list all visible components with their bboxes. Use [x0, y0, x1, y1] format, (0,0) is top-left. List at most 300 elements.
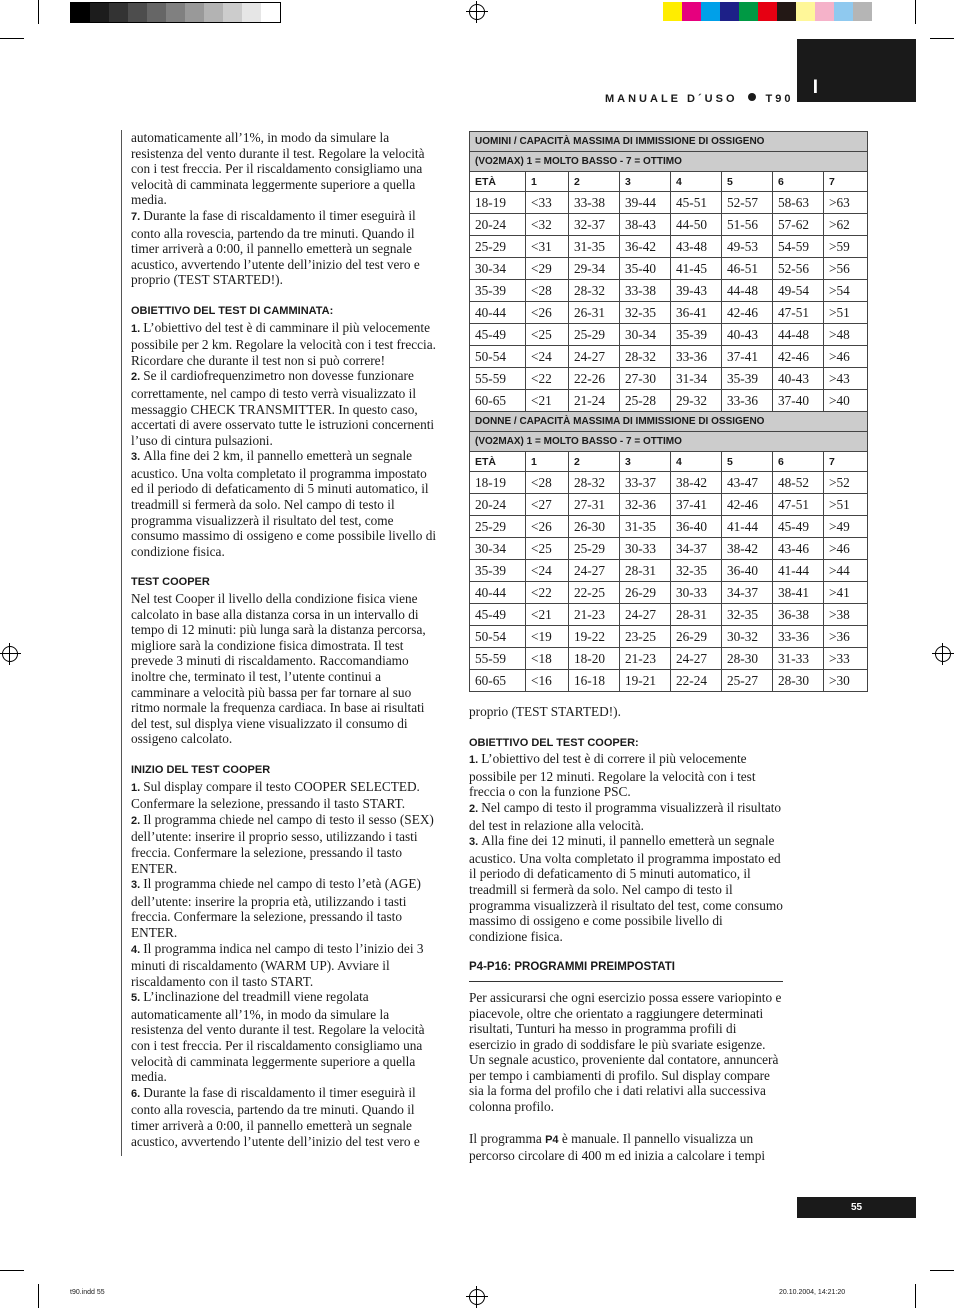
table-cell: 50-54 [470, 346, 526, 368]
numbered-item [469, 751, 783, 800]
table-cell: 41-45 [671, 258, 722, 280]
color-swatch [720, 2, 739, 21]
column-header: 7 [824, 452, 868, 472]
table-cell: >56 [824, 258, 868, 280]
table-cell: 54-59 [773, 236, 824, 258]
table-cell: 42-46 [722, 302, 773, 324]
color-swatch [739, 2, 758, 21]
table-cell: 22-24 [671, 670, 722, 692]
table-row [470, 236, 868, 258]
table-cell: 33-38 [569, 192, 620, 214]
table-cell: 47-51 [773, 494, 824, 516]
color-swatch [204, 3, 223, 22]
column-header: 5 [722, 452, 773, 472]
crop-mark [0, 38, 24, 39]
column-header: 7 [824, 172, 868, 192]
table-cell: 40-43 [773, 368, 824, 390]
table-cell: 37-41 [671, 494, 722, 516]
numbered-item [131, 779, 439, 812]
subheading: TEST COOPER [131, 576, 210, 589]
table-cell: 46-51 [722, 258, 773, 280]
table-cell: 50-54 [470, 626, 526, 648]
item-number: 3. [131, 879, 144, 892]
item-text: Sul display compare il testo COOPER SELECTED. Confermare la selezione, pressando il tasto START. [131, 778, 420, 812]
table-cell: <19 [526, 626, 569, 648]
table-title-row [470, 412, 868, 432]
item-text: Alla fine dei 2 km, il pannello emetterà un segnale acustico. Una volta completato il programma impostato ed il periodo di defaticamento di 5 minuti automatico, il treadmill si fermerà da solo. Nel campo di testo il programma visualizzerà il risultato del test, come consumo massimo di ossigeno e come possibile livello di condizione fisica. [131, 448, 437, 559]
table-cell: 16-18 [569, 670, 620, 692]
table-cell: >54 [824, 280, 868, 302]
table-cell: 23-25 [620, 626, 671, 648]
table-cell: >51 [824, 302, 868, 324]
table-cell: 25-27 [722, 670, 773, 692]
table-row [470, 192, 868, 214]
table-cell: 28-30 [773, 670, 824, 692]
table-title-row [470, 432, 868, 452]
table-cell: 35-39 [671, 324, 722, 346]
table-cell: 43-46 [773, 538, 824, 560]
table-cell: 35-39 [470, 560, 526, 582]
table-cell: 44-48 [722, 280, 773, 302]
table-cell: <24 [526, 346, 569, 368]
table-cell: 36-40 [722, 560, 773, 582]
crop-mark [930, 1270, 954, 1271]
color-swatch [834, 2, 853, 21]
item-number: 7. [131, 210, 144, 223]
crop-mark [915, 1284, 916, 1308]
table-cell: 35-40 [620, 258, 671, 280]
numbered-item [469, 833, 783, 944]
numbered-item [131, 876, 439, 940]
item-number: 4. [131, 943, 144, 956]
table-cell: <18 [526, 648, 569, 670]
color-swatch [777, 2, 796, 21]
table-cell: 18-20 [569, 648, 620, 670]
table-cell: 19-22 [569, 626, 620, 648]
table-cell: 38-42 [722, 538, 773, 560]
table-cell: >49 [824, 516, 868, 538]
table-row [470, 346, 868, 368]
table-cell: >41 [824, 582, 868, 604]
table-cell: 24-27 [671, 648, 722, 670]
crop-mark [0, 1270, 24, 1271]
table-row [470, 670, 868, 692]
table-cell: 40-43 [722, 324, 773, 346]
item-text: Durante la fase di riscaldamento il timer eseguirà il conto alla rovescia, partendo da tre minuti. Quando il timer arriverà a 0:00, il pannello emetterà un segnale acustico, avvertendo l’utente dell’inizio del test vero e proprio (TEST STARTED!). [131, 207, 420, 288]
process-color-bar [663, 2, 872, 21]
color-swatch [242, 3, 261, 22]
table-cell: 26-30 [569, 516, 620, 538]
table-cell: <21 [526, 604, 569, 626]
table-cell: 37-41 [722, 346, 773, 368]
item-number: 2. [469, 802, 482, 815]
table-row [470, 258, 868, 280]
program-code: P4 [545, 1133, 559, 1146]
left-text-column [131, 130, 439, 1149]
numbered-item [131, 989, 439, 1085]
table-cell: 18-19 [470, 472, 526, 494]
column-header: 4 [671, 452, 722, 472]
table-cell: 28-30 [722, 648, 773, 670]
table-cell: 25-29 [470, 516, 526, 538]
table-cell: 41-44 [722, 516, 773, 538]
column-header: 1 [526, 172, 569, 192]
table-cell: 37-40 [773, 390, 824, 412]
table-cell: 31-35 [569, 236, 620, 258]
table-cell: 40-44 [470, 582, 526, 604]
table-row [470, 648, 868, 670]
table-cell: 26-31 [569, 302, 620, 324]
table-row [470, 472, 868, 494]
table-row [470, 582, 868, 604]
numbered-item [469, 800, 783, 833]
table-cell: 28-32 [569, 280, 620, 302]
table-cell: 18-19 [470, 192, 526, 214]
item-number: 6. [131, 1087, 144, 1100]
table-cell: 30-34 [470, 258, 526, 280]
table-cell: 32-35 [722, 604, 773, 626]
paragraph: Nel test Cooper il livello della condizione fisica viene calcolato in base alla distanza corsa in un intervallo di tempo di 12 minuti: più lunga sarà la distanza percorsa, migliore sarà la condizione fisica dimostrata. Il test prevede 3 minuti di riscaldamento. Raccomandiamo inoltre che, terminato il test, l’utente continui a camminare a velocità più bassa per far tornare al suo ritmo normale la frequenza cardiaca. In base ai risultati del test, sul displya viene visualizzato il consumo di ossigeno calcolato. [131, 591, 426, 747]
table-cell: 19-21 [620, 670, 671, 692]
table-title: UOMINI / CAPACITÀ MASSIMA DI IMMISSIONE DI OSSIGENO [470, 132, 868, 152]
table-title-row [470, 132, 868, 152]
paragraph: Il programma P4 è manuale. Il pannello visualizza un percorso circolare di 400 m ed inizia a calcolare i tempi [469, 1130, 766, 1164]
registration-mark-icon [2, 646, 18, 662]
registration-mark-icon [935, 646, 951, 662]
table-row [470, 560, 868, 582]
table-cell: >52 [824, 472, 868, 494]
table-cell: 36-40 [671, 516, 722, 538]
crop-mark [930, 38, 954, 39]
color-swatch [682, 2, 701, 21]
table-cell: 55-59 [470, 368, 526, 390]
color-swatch [223, 3, 242, 22]
table-cell: 44-50 [671, 214, 722, 236]
table-cell: >38 [824, 604, 868, 626]
table-header-row [470, 452, 868, 472]
item-number: 2. [131, 814, 144, 827]
item-text: L’obiettivo del test è di correre il più velocemente possibile per 12 minuti. Regolare la velocità con i test freccia o con la funzione PSC. [469, 751, 756, 800]
table-cell: 40-44 [470, 302, 526, 324]
table-cell: 22-26 [569, 368, 620, 390]
item-number: 2. [131, 371, 144, 384]
table-cell: 21-23 [569, 604, 620, 626]
color-swatch [758, 2, 777, 21]
column-rule [121, 130, 122, 1156]
paragraph: Per assicurarsi che ogni esercizio possa essere variopinto e piacevole, oltre che orientato a raggiungere determinati risultati, Tunturi ha messo in programma profili di esercizio in grado di soddisfare le più svariate esigenze. Un segnale acustico, proveniente dal contatore, annuncerà per tempo i cambiamenti di profilo. Sul display compare sia la forma del profilo che i dati relativi alla successiva colonna profilo. [469, 989, 782, 1115]
table-cell: 32-36 [620, 494, 671, 516]
table-row [470, 516, 868, 538]
table-cell: <25 [526, 324, 569, 346]
item-number: 5. [131, 992, 144, 1005]
table-cell: 52-57 [722, 192, 773, 214]
table-cell: 24-27 [569, 560, 620, 582]
footer-file: t90.indd 55 [70, 1289, 105, 1296]
color-swatch [166, 3, 185, 22]
table-cell: 25-29 [470, 236, 526, 258]
table-cell: <27 [526, 494, 569, 516]
table-cell: 28-31 [671, 604, 722, 626]
table-cell: 21-23 [620, 648, 671, 670]
table-row [470, 604, 868, 626]
table-cell: 31-34 [671, 368, 722, 390]
table-cell: 22-25 [569, 582, 620, 604]
table-cell: 30-32 [722, 626, 773, 648]
table-cell: >40 [824, 390, 868, 412]
table-cell: 42-46 [773, 346, 824, 368]
table-cell: 35-39 [470, 280, 526, 302]
item-number: 3. [469, 836, 482, 849]
table-cell: >48 [824, 324, 868, 346]
registration-mark-icon [469, 1289, 485, 1305]
manual-label: MANUALE D´USO [605, 93, 738, 105]
table-cell: <22 [526, 368, 569, 390]
table-cell: <22 [526, 582, 569, 604]
table-cell: 34-37 [671, 538, 722, 560]
table-cell: >33 [824, 648, 868, 670]
table-cell: >30 [824, 670, 868, 692]
table-cell: >59 [824, 236, 868, 258]
table-cell: 41-44 [773, 560, 824, 582]
table-cell: <25 [526, 538, 569, 560]
column-header: 4 [671, 172, 722, 192]
table-cell: 30-33 [671, 582, 722, 604]
table-cell: >43 [824, 368, 868, 390]
table-row [470, 626, 868, 648]
table-cell: <21 [526, 390, 569, 412]
grayscale-color-bar [70, 2, 281, 23]
table-cell: <28 [526, 472, 569, 494]
subheading: OBIETTIVO DEL TEST DI CAMMINATA: [131, 304, 334, 317]
table-row [470, 368, 868, 390]
table-cell: 25-29 [569, 538, 620, 560]
table-cell: 30-33 [620, 538, 671, 560]
table-cell: 28-32 [620, 346, 671, 368]
table-cell: 33-36 [773, 626, 824, 648]
table-cell: <32 [526, 214, 569, 236]
table-cell: <24 [526, 560, 569, 582]
numbered-item [131, 208, 439, 288]
item-number: 1. [131, 781, 144, 794]
table-cell: 45-49 [470, 604, 526, 626]
item-text: Nel campo di testo il programma visualizzerà il risultato del test in relazione alla velocità. [469, 799, 782, 833]
right-text-column [469, 704, 783, 1164]
table-header-row [470, 172, 868, 192]
table-cell: <29 [526, 258, 569, 280]
color-swatch [109, 3, 128, 22]
running-header [605, 93, 793, 105]
table-cell: 39-44 [620, 192, 671, 214]
table-cell: 36-41 [671, 302, 722, 324]
table-title: DONNE / CAPACITÀ MASSIMA DI IMMISSIONE DI OSSIGENO [470, 412, 868, 432]
color-swatch [90, 3, 109, 22]
item-text: L’inclinazione del treadmill viene regolata automaticamente all’1%, in modo da simulare la resistenza del vento durante il test. Regolare la velocità con i test freccia. Per il riscaldamento consigliamo una velocità di camminata leggermente superiore a quella media. [131, 989, 425, 1085]
table-cell: >36 [824, 626, 868, 648]
color-swatch [796, 2, 815, 21]
table-cell: >46 [824, 538, 868, 560]
column-header: 6 [773, 452, 824, 472]
color-swatch [815, 2, 834, 21]
color-swatch [147, 3, 166, 22]
table-cell: 25-29 [569, 324, 620, 346]
column-header: 3 [620, 172, 671, 192]
table-cell: 60-65 [470, 390, 526, 412]
table-cell: 29-32 [671, 390, 722, 412]
table-cell: 34-37 [722, 582, 773, 604]
table-cell: 35-39 [722, 368, 773, 390]
column-header: 2 [569, 452, 620, 472]
table-cell: 29-34 [569, 258, 620, 280]
table-cell: 28-31 [620, 560, 671, 582]
table-cell: 26-29 [671, 626, 722, 648]
table-row [470, 494, 868, 516]
table-cell: 21-24 [569, 390, 620, 412]
men-vo2max-table [469, 131, 868, 412]
model-label: T90 [765, 93, 794, 105]
table-cell: >44 [824, 560, 868, 582]
table-cell: 33-36 [671, 346, 722, 368]
table-cell: 31-35 [620, 516, 671, 538]
table-cell: <31 [526, 236, 569, 258]
table-cell: 26-29 [620, 582, 671, 604]
column-header: 3 [620, 452, 671, 472]
table-cell: 20-24 [470, 214, 526, 236]
subheading: INIZIO DEL TEST COOPER [131, 763, 271, 776]
table-cell: >46 [824, 346, 868, 368]
table-cell: 47-51 [773, 302, 824, 324]
table-cell: 32-35 [620, 302, 671, 324]
numbered-item [131, 448, 439, 559]
color-swatch [71, 3, 90, 22]
item-number: 1. [131, 322, 144, 335]
table-cell: 52-56 [773, 258, 824, 280]
table-cell: 33-37 [620, 472, 671, 494]
table-cell: 27-31 [569, 494, 620, 516]
table-cell: 31-33 [773, 648, 824, 670]
table-cell: 45-51 [671, 192, 722, 214]
table-cell: 51-56 [722, 214, 773, 236]
table-cell: 33-38 [620, 280, 671, 302]
item-number: 1. [469, 754, 482, 767]
table-cell: >63 [824, 192, 868, 214]
paragraph: proprio (TEST STARTED!). [469, 704, 621, 719]
table-cell: 38-43 [620, 214, 671, 236]
table-row [470, 390, 868, 412]
table-cell: 30-34 [470, 538, 526, 560]
table-cell: 57-62 [773, 214, 824, 236]
women-vo2max-table [469, 411, 868, 692]
color-swatch [853, 2, 872, 21]
numbered-item [131, 1085, 439, 1149]
item-text: Il programma indica nel campo di testo l’inizio dei 3 minuti di riscaldamento (WARM UP). Avviare il riscaldamento con il tasto START. [131, 940, 424, 989]
numbered-item [131, 368, 439, 448]
color-swatch [663, 2, 682, 21]
item-text: Il programma chiede nel campo di testo l’età (AGE) dell’utente: inserire la propria età, utilizzando i tasti freccia. Confermare la selezione, pressando il tasto ENTER. [131, 876, 421, 940]
table-cell: 20-24 [470, 494, 526, 516]
numbered-item [131, 812, 439, 876]
table-cell: 33-36 [722, 390, 773, 412]
table-cell: 49-54 [773, 280, 824, 302]
table-cell: 32-37 [569, 214, 620, 236]
crop-mark [915, 0, 916, 24]
table-cell: <28 [526, 280, 569, 302]
table-cell: 36-38 [773, 604, 824, 626]
numbered-item [131, 320, 439, 369]
table-row [470, 302, 868, 324]
table-cell: 58-63 [773, 192, 824, 214]
table-cell: 38-42 [671, 472, 722, 494]
footer-timestamp: 20.10.2004, 14:21:20 [779, 1289, 846, 1296]
subheading: OBIETTIVO DEL TEST COOPER: [469, 736, 639, 749]
table-title: (VO2MAX) 1 = MOLTO BASSO - 7 = OTTIMO [470, 432, 868, 452]
item-text: L’obiettivo del test è di camminare il più velocemente possibile per 2 km. Regolare la velocità con i test freccia. Ricordare che durante il test non si può correre! [131, 319, 436, 368]
page-number: 55 [797, 1197, 916, 1218]
table-cell: 38-41 [773, 582, 824, 604]
table-cell: 45-49 [470, 324, 526, 346]
table-cell: 48-52 [773, 472, 824, 494]
table-row [470, 214, 868, 236]
table-cell: 39-43 [671, 280, 722, 302]
section-tab-label: I [812, 77, 818, 98]
table-cell: 60-65 [470, 670, 526, 692]
column-header: 5 [722, 172, 773, 192]
table-cell: <26 [526, 516, 569, 538]
color-swatch [261, 3, 280, 22]
table-cell: 42-46 [722, 494, 773, 516]
table-row [470, 538, 868, 560]
numbered-item [131, 941, 439, 990]
item-text: Il programma chiede nel campo di testo il sesso (SEX) dell’utente: inserire il proprio sesso, utilizzando i tasti freccia. Confermare la selezione, pressando il tasto ENTER. [131, 811, 434, 876]
table-cell: 25-28 [620, 390, 671, 412]
table-cell: <16 [526, 670, 569, 692]
table-cell: 24-27 [620, 604, 671, 626]
column-header: ETÀ [470, 172, 526, 192]
crop-mark [38, 1284, 39, 1308]
table-title: (VO2MAX) 1 = MOLTO BASSO - 7 = OTTIMO [470, 152, 868, 172]
table-cell: 30-34 [620, 324, 671, 346]
crop-mark [38, 0, 39, 24]
color-swatch [701, 2, 720, 21]
table-cell: 43-47 [722, 472, 773, 494]
column-header: 1 [526, 452, 569, 472]
table-cell: 49-53 [722, 236, 773, 258]
section-heading: P4-P16: PROGRAMMI PREIMPOSTATI [469, 960, 783, 982]
table-cell: <33 [526, 192, 569, 214]
table-cell: >62 [824, 214, 868, 236]
paragraph: automaticamente all’1%, in modo da simulare la resistenza del vento durante il test. Regolare la velocità con i test freccia. Per il riscaldamento consigliamo una velocità di camminata leggermente superiore a quella media. [131, 130, 425, 208]
table-cell: 24-27 [569, 346, 620, 368]
section-tab [797, 39, 916, 102]
table-cell: >51 [824, 494, 868, 516]
table-cell: 43-48 [671, 236, 722, 258]
color-swatch [128, 3, 147, 22]
column-header: 6 [773, 172, 824, 192]
table-row [470, 324, 868, 346]
table-cell: 55-59 [470, 648, 526, 670]
table-cell: <26 [526, 302, 569, 324]
table-cell: 45-49 [773, 516, 824, 538]
table-cell: 28-32 [569, 472, 620, 494]
item-text: Durante la fase di riscaldamento il timer eseguirà il conto alla rovescia, partendo da tre minuti. Quando il timer arriverà a 0:00, il pannello emetterà un segnale acustico, avvertendo l’utente dell’inizio del test vero e [131, 1084, 420, 1149]
table-cell: 36-42 [620, 236, 671, 258]
bullet-icon [748, 93, 756, 101]
table-title-row [470, 152, 868, 172]
column-header: 2 [569, 172, 620, 192]
table-cell: 32-35 [671, 560, 722, 582]
column-header: ETÀ [470, 452, 526, 472]
table-cell: 44-48 [773, 324, 824, 346]
item-number: 3. [131, 451, 144, 464]
